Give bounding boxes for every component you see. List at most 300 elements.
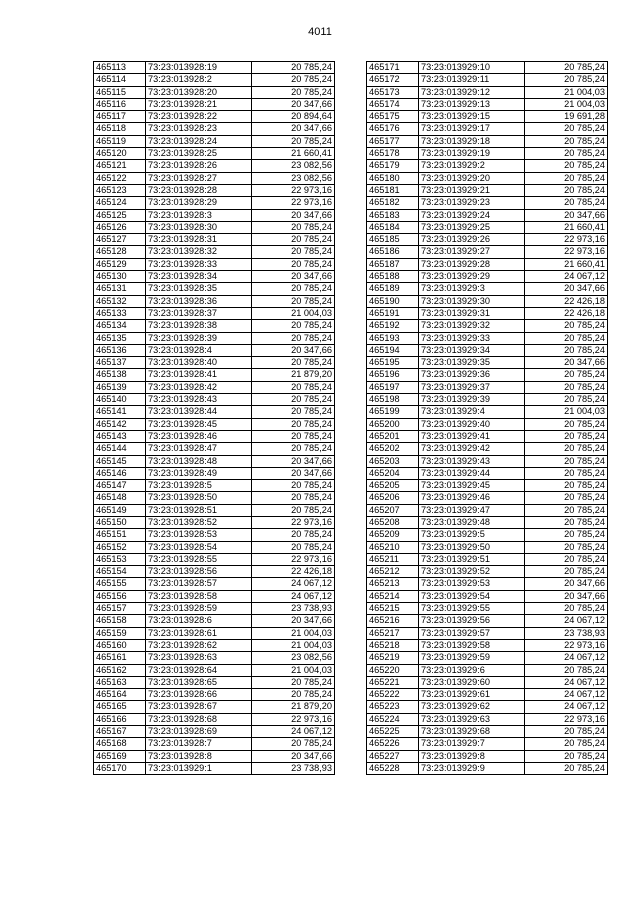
value-cell: 20 785,24	[525, 504, 608, 516]
table-row	[367, 590, 608, 602]
value-cell: 20 785,24	[252, 430, 335, 442]
table-row	[94, 123, 335, 135]
cadastral-number-cell: 73:23:013928:22	[146, 111, 252, 123]
value-cell: 20 785,24	[525, 197, 608, 209]
row-number-cell: 465208	[367, 516, 419, 528]
table-row	[94, 529, 335, 541]
cadastral-number-cell: 73:23:013928:31	[146, 234, 252, 246]
row-number-cell: 465205	[367, 480, 419, 492]
table-row	[94, 271, 335, 283]
row-number-cell: 465221	[367, 676, 419, 688]
table-row	[367, 652, 608, 664]
row-number-cell: 465217	[367, 627, 419, 639]
cadastral-number-cell: 73:23:013929:28	[419, 258, 525, 270]
table-row	[367, 111, 608, 123]
row-number-cell: 465150	[94, 516, 146, 528]
table-row	[367, 603, 608, 615]
value-cell: 22 426,18	[525, 295, 608, 307]
row-number-cell: 465201	[367, 430, 419, 442]
value-cell: 20 785,24	[525, 750, 608, 762]
row-number-cell: 465214	[367, 590, 419, 602]
value-cell: 24 067,12	[525, 676, 608, 688]
table-row	[367, 467, 608, 479]
value-cell: 22 973,16	[252, 516, 335, 528]
cadastral-number-cell: 73:23:013928:55	[146, 553, 252, 565]
table-row	[94, 246, 335, 258]
table-row	[94, 467, 335, 479]
row-number-cell: 465117	[94, 111, 146, 123]
cadastral-number-cell: 73:23:013928:25	[146, 148, 252, 160]
table-row	[367, 369, 608, 381]
register-table-left	[93, 61, 335, 775]
cadastral-number-cell: 73:23:013929:18	[419, 135, 525, 147]
row-number-cell: 465207	[367, 504, 419, 516]
cadastral-number-cell: 73:23:013928:37	[146, 307, 252, 319]
row-number-cell: 465163	[94, 676, 146, 688]
row-number-cell: 465177	[367, 135, 419, 147]
cadastral-number-cell: 73:23:013929:26	[419, 234, 525, 246]
table-row	[367, 676, 608, 688]
table-row	[94, 86, 335, 98]
table-row	[94, 726, 335, 738]
value-cell: 20 785,24	[252, 283, 335, 295]
cadastral-number-cell: 73:23:013929:9	[419, 762, 525, 774]
value-cell: 21 660,41	[525, 221, 608, 233]
cadastral-number-cell: 73:23:013929:63	[419, 713, 525, 725]
table-row	[367, 148, 608, 160]
row-number-cell: 465133	[94, 307, 146, 319]
table-row	[367, 541, 608, 553]
cadastral-number-cell: 73:23:013928:30	[146, 221, 252, 233]
row-number-cell: 465227	[367, 750, 419, 762]
row-number-cell: 465192	[367, 320, 419, 332]
table-row	[367, 738, 608, 750]
value-cell: 20 785,24	[525, 320, 608, 332]
table-row	[94, 406, 335, 418]
row-number-cell: 465114	[94, 74, 146, 86]
row-number-cell: 465142	[94, 418, 146, 430]
cadastral-number-cell: 73:23:013929:40	[419, 418, 525, 430]
row-number-cell: 465228	[367, 762, 419, 774]
cadastral-number-cell: 73:23:013928:2	[146, 74, 252, 86]
table-row	[367, 418, 608, 430]
row-number-cell: 465119	[94, 135, 146, 147]
value-cell: 20 347,66	[525, 590, 608, 602]
value-cell: 20 785,24	[252, 689, 335, 701]
row-number-cell: 465225	[367, 726, 419, 738]
cadastral-number-cell: 73:23:013928:69	[146, 726, 252, 738]
cadastral-number-cell: 73:23:013929:7	[419, 738, 525, 750]
cadastral-number-cell: 73:23:013928:59	[146, 603, 252, 615]
table-row	[367, 344, 608, 356]
table-row	[367, 295, 608, 307]
row-number-cell: 465189	[367, 283, 419, 295]
table-row	[94, 209, 335, 221]
value-cell: 21 879,20	[252, 701, 335, 713]
row-number-cell: 465134	[94, 320, 146, 332]
value-cell: 20 347,66	[252, 615, 335, 627]
table-row	[94, 148, 335, 160]
cadastral-number-cell: 73:23:013928:7	[146, 738, 252, 750]
cadastral-number-cell: 73:23:013929:61	[419, 689, 525, 701]
table-row	[94, 234, 335, 246]
value-cell: 22 973,16	[252, 553, 335, 565]
cadastral-number-cell: 73:23:013929:43	[419, 455, 525, 467]
table-row	[94, 652, 335, 664]
table-row	[94, 615, 335, 627]
value-cell: 20 785,24	[525, 135, 608, 147]
row-number-cell: 465202	[367, 443, 419, 455]
table-row	[94, 480, 335, 492]
row-number-cell: 465212	[367, 566, 419, 578]
cadastral-number-cell: 73:23:013929:58	[419, 639, 525, 651]
cadastral-number-cell: 73:23:013929:6	[419, 664, 525, 676]
cadastral-number-cell: 73:23:013929:46	[419, 492, 525, 504]
value-cell: 24 067,12	[525, 271, 608, 283]
row-number-cell: 465148	[94, 492, 146, 504]
cadastral-number-cell: 73:23:013928:49	[146, 467, 252, 479]
row-number-cell: 465125	[94, 209, 146, 221]
row-number-cell: 465188	[367, 271, 419, 283]
table-row	[367, 381, 608, 393]
table-row	[94, 295, 335, 307]
row-number-cell: 465186	[367, 246, 419, 258]
cadastral-number-cell: 73:23:013928:56	[146, 566, 252, 578]
table-row	[94, 492, 335, 504]
cadastral-number-cell: 73:23:013928:54	[146, 541, 252, 553]
value-cell: 22 973,16	[525, 234, 608, 246]
row-number-cell: 465129	[94, 258, 146, 270]
value-cell: 20 785,24	[252, 357, 335, 369]
value-cell: 20 347,66	[252, 344, 335, 356]
cadastral-number-cell: 73:23:013928:38	[146, 320, 252, 332]
table-row	[367, 123, 608, 135]
table-row	[94, 394, 335, 406]
row-number-cell: 465161	[94, 652, 146, 664]
cadastral-number-cell: 73:23:013928:53	[146, 529, 252, 541]
row-number-cell: 465122	[94, 172, 146, 184]
cadastral-number-cell: 73:23:013928:47	[146, 443, 252, 455]
cadastral-number-cell: 73:23:013928:40	[146, 357, 252, 369]
table-row	[367, 271, 608, 283]
cadastral-number-cell: 73:23:013929:21	[419, 184, 525, 196]
table-row	[367, 74, 608, 86]
table-row	[94, 676, 335, 688]
cadastral-number-cell: 73:23:013928:20	[146, 86, 252, 98]
row-number-cell: 465176	[367, 123, 419, 135]
row-number-cell: 465179	[367, 160, 419, 172]
table-row	[367, 394, 608, 406]
row-number-cell: 465131	[94, 283, 146, 295]
table-row	[94, 197, 335, 209]
row-number-cell: 465171	[367, 62, 419, 74]
table-row	[94, 184, 335, 196]
table-row	[367, 258, 608, 270]
value-cell: 20 785,24	[252, 246, 335, 258]
value-cell: 24 067,12	[252, 726, 335, 738]
cadastral-number-cell: 73:23:013928:44	[146, 406, 252, 418]
cadastral-number-cell: 73:23:013929:52	[419, 566, 525, 578]
table-row	[94, 762, 335, 774]
value-cell: 22 973,16	[525, 246, 608, 258]
cadastral-number-cell: 73:23:013929:27	[419, 246, 525, 258]
table-row	[94, 430, 335, 442]
cadastral-number-cell: 73:23:013928:45	[146, 418, 252, 430]
value-cell: 21 004,03	[525, 86, 608, 98]
value-cell: 20 347,66	[525, 357, 608, 369]
cadastral-number-cell: 73:23:013929:31	[419, 307, 525, 319]
value-cell: 21 660,41	[252, 148, 335, 160]
value-cell: 20 785,24	[525, 726, 608, 738]
cadastral-number-cell: 73:23:013928:29	[146, 197, 252, 209]
value-cell: 20 785,24	[525, 443, 608, 455]
value-cell: 24 067,12	[525, 689, 608, 701]
cadastral-number-cell: 73:23:013929:35	[419, 357, 525, 369]
cadastral-number-cell: 73:23:013929:44	[419, 467, 525, 479]
row-number-cell: 465140	[94, 394, 146, 406]
row-number-cell: 465166	[94, 713, 146, 725]
table-row	[94, 443, 335, 455]
table-row	[367, 246, 608, 258]
cadastral-number-cell: 73:23:013929:10	[419, 62, 525, 74]
table-row	[94, 455, 335, 467]
cadastral-number-cell: 73:23:013928:48	[146, 455, 252, 467]
cadastral-number-cell: 73:23:013928:68	[146, 713, 252, 725]
cadastral-number-cell: 73:23:013929:24	[419, 209, 525, 221]
row-number-cell: 465183	[367, 209, 419, 221]
cadastral-number-cell: 73:23:013928:34	[146, 271, 252, 283]
value-cell: 23 738,93	[252, 762, 335, 774]
row-number-cell: 465206	[367, 492, 419, 504]
value-cell: 20 347,66	[252, 750, 335, 762]
cadastral-number-cell: 73:23:013929:29	[419, 271, 525, 283]
row-number-cell: 465130	[94, 271, 146, 283]
value-cell: 20 785,24	[252, 480, 335, 492]
row-number-cell: 465158	[94, 615, 146, 627]
row-number-cell: 465222	[367, 689, 419, 701]
table-row	[94, 590, 335, 602]
table-row	[94, 381, 335, 393]
row-number-cell: 465178	[367, 148, 419, 160]
cadastral-number-cell: 73:23:013929:2	[419, 160, 525, 172]
value-cell: 20 785,24	[525, 529, 608, 541]
value-cell: 20 785,24	[525, 172, 608, 184]
row-number-cell: 465182	[367, 197, 419, 209]
value-cell: 20 785,24	[525, 553, 608, 565]
cadastral-number-cell: 73:23:013928:28	[146, 184, 252, 196]
value-cell: 21 004,03	[525, 406, 608, 418]
value-cell: 20 785,24	[525, 430, 608, 442]
value-cell: 20 785,24	[525, 480, 608, 492]
value-cell: 20 785,24	[252, 74, 335, 86]
table-row	[367, 135, 608, 147]
table-row	[367, 320, 608, 332]
value-cell: 19 691,28	[525, 111, 608, 123]
row-number-cell: 465144	[94, 443, 146, 455]
value-cell: 20 785,24	[252, 381, 335, 393]
cadastral-number-cell: 73:23:013928:43	[146, 394, 252, 406]
row-number-cell: 465154	[94, 566, 146, 578]
table-row	[367, 529, 608, 541]
row-number-cell: 465170	[94, 762, 146, 774]
table-row	[367, 615, 608, 627]
table-row	[367, 553, 608, 565]
row-number-cell: 465139	[94, 381, 146, 393]
row-number-cell: 465190	[367, 295, 419, 307]
cadastral-number-cell: 73:23:013929:4	[419, 406, 525, 418]
row-number-cell: 465156	[94, 590, 146, 602]
value-cell: 20 785,24	[525, 344, 608, 356]
table-row	[367, 639, 608, 651]
cadastral-number-cell: 73:23:013929:59	[419, 652, 525, 664]
row-number-cell: 465195	[367, 357, 419, 369]
table-row	[367, 332, 608, 344]
value-cell: 22 973,16	[525, 639, 608, 651]
table-row	[94, 664, 335, 676]
value-cell: 20 785,24	[525, 467, 608, 479]
value-cell: 23 082,56	[252, 652, 335, 664]
value-cell: 21 004,03	[252, 664, 335, 676]
row-number-cell: 465200	[367, 418, 419, 430]
cadastral-number-cell: 73:23:013929:17	[419, 123, 525, 135]
table-row	[94, 541, 335, 553]
value-cell: 20 785,24	[525, 332, 608, 344]
table-row	[94, 332, 335, 344]
row-number-cell: 465137	[94, 357, 146, 369]
cadastral-number-cell: 73:23:013928:23	[146, 123, 252, 135]
row-number-cell: 465121	[94, 160, 146, 172]
cadastral-number-cell: 73:23:013928:32	[146, 246, 252, 258]
value-cell: 20 785,24	[525, 394, 608, 406]
value-cell: 20 785,24	[525, 369, 608, 381]
table-row	[367, 762, 608, 774]
cadastral-number-cell: 73:23:013929:50	[419, 541, 525, 553]
row-number-cell: 465155	[94, 578, 146, 590]
table-row	[94, 627, 335, 639]
value-cell: 20 785,24	[252, 62, 335, 74]
value-cell: 20 347,66	[525, 209, 608, 221]
cadastral-number-cell: 73:23:013929:25	[419, 221, 525, 233]
table-row	[94, 701, 335, 713]
table-row	[367, 221, 608, 233]
value-cell: 20 785,24	[252, 135, 335, 147]
table-row	[94, 689, 335, 701]
value-cell: 20 785,24	[525, 62, 608, 74]
value-cell: 23 082,56	[252, 172, 335, 184]
cadastral-number-cell: 73:23:013928:4	[146, 344, 252, 356]
row-number-cell: 465168	[94, 738, 146, 750]
row-number-cell: 465187	[367, 258, 419, 270]
value-cell: 21 004,03	[525, 98, 608, 110]
value-cell: 20 785,24	[525, 516, 608, 528]
row-number-cell: 465153	[94, 553, 146, 565]
row-number-cell: 465194	[367, 344, 419, 356]
cadastral-number-cell: 73:23:013928:5	[146, 480, 252, 492]
value-cell: 22 973,16	[252, 713, 335, 725]
table-row	[94, 172, 335, 184]
value-cell: 23 738,93	[252, 603, 335, 615]
row-number-cell: 465169	[94, 750, 146, 762]
table-row	[94, 98, 335, 110]
cadastral-number-cell: 73:23:013929:37	[419, 381, 525, 393]
value-cell: 20 347,66	[525, 578, 608, 590]
row-number-cell: 465135	[94, 332, 146, 344]
cadastral-number-cell: 73:23:013929:23	[419, 197, 525, 209]
value-cell: 20 785,24	[525, 123, 608, 135]
table-row	[367, 197, 608, 209]
cadastral-number-cell: 73:23:013928:39	[146, 332, 252, 344]
row-number-cell: 465159	[94, 627, 146, 639]
table-row	[94, 553, 335, 565]
cadastral-number-cell: 73:23:013928:63	[146, 652, 252, 664]
table-row	[367, 566, 608, 578]
cadastral-number-cell: 73:23:013928:65	[146, 676, 252, 688]
row-number-cell: 465226	[367, 738, 419, 750]
row-number-cell: 465127	[94, 234, 146, 246]
value-cell: 20 785,24	[252, 418, 335, 430]
table-row	[367, 86, 608, 98]
cadastral-number-cell: 73:23:013928:46	[146, 430, 252, 442]
value-cell: 20 785,24	[525, 664, 608, 676]
row-number-cell: 465215	[367, 603, 419, 615]
row-number-cell: 465162	[94, 664, 146, 676]
cadastral-number-cell: 73:23:013928:6	[146, 615, 252, 627]
row-number-cell: 465219	[367, 652, 419, 664]
value-cell: 21 879,20	[252, 369, 335, 381]
cadastral-number-cell: 73:23:013928:26	[146, 160, 252, 172]
value-cell: 22 973,16	[252, 184, 335, 196]
row-number-cell: 465152	[94, 541, 146, 553]
value-cell: 20 785,24	[525, 381, 608, 393]
row-number-cell: 465180	[367, 172, 419, 184]
row-number-cell: 465203	[367, 455, 419, 467]
cadastral-number-cell: 73:23:013929:3	[419, 283, 525, 295]
row-number-cell: 465185	[367, 234, 419, 246]
value-cell: 20 785,24	[252, 676, 335, 688]
table-row	[367, 209, 608, 221]
table-row	[367, 234, 608, 246]
cadastral-number-cell: 73:23:013928:58	[146, 590, 252, 602]
cadastral-number-cell: 73:23:013928:66	[146, 689, 252, 701]
cadastral-number-cell: 73:23:013929:36	[419, 369, 525, 381]
table-row	[94, 344, 335, 356]
row-number-cell: 465149	[94, 504, 146, 516]
value-cell: 20 785,24	[252, 394, 335, 406]
row-number-cell: 465199	[367, 406, 419, 418]
table-row	[367, 307, 608, 319]
table-row	[94, 504, 335, 516]
row-number-cell: 465115	[94, 86, 146, 98]
cadastral-number-cell: 73:23:013929:48	[419, 516, 525, 528]
table-row	[94, 258, 335, 270]
table-row	[94, 738, 335, 750]
row-number-cell: 465173	[367, 86, 419, 98]
row-number-cell: 465210	[367, 541, 419, 553]
value-cell: 20 347,66	[252, 271, 335, 283]
table-row	[367, 283, 608, 295]
row-number-cell: 465220	[367, 664, 419, 676]
value-cell: 20 785,24	[525, 603, 608, 615]
cadastral-number-cell: 73:23:013929:5	[419, 529, 525, 541]
value-cell: 22 426,18	[252, 566, 335, 578]
value-cell: 20 785,24	[252, 529, 335, 541]
value-cell: 20 785,24	[525, 492, 608, 504]
row-number-cell: 465143	[94, 430, 146, 442]
cadastral-number-cell: 73:23:013929:34	[419, 344, 525, 356]
value-cell: 21 004,03	[252, 639, 335, 651]
value-cell: 20 785,24	[252, 541, 335, 553]
value-cell: 20 785,24	[252, 295, 335, 307]
